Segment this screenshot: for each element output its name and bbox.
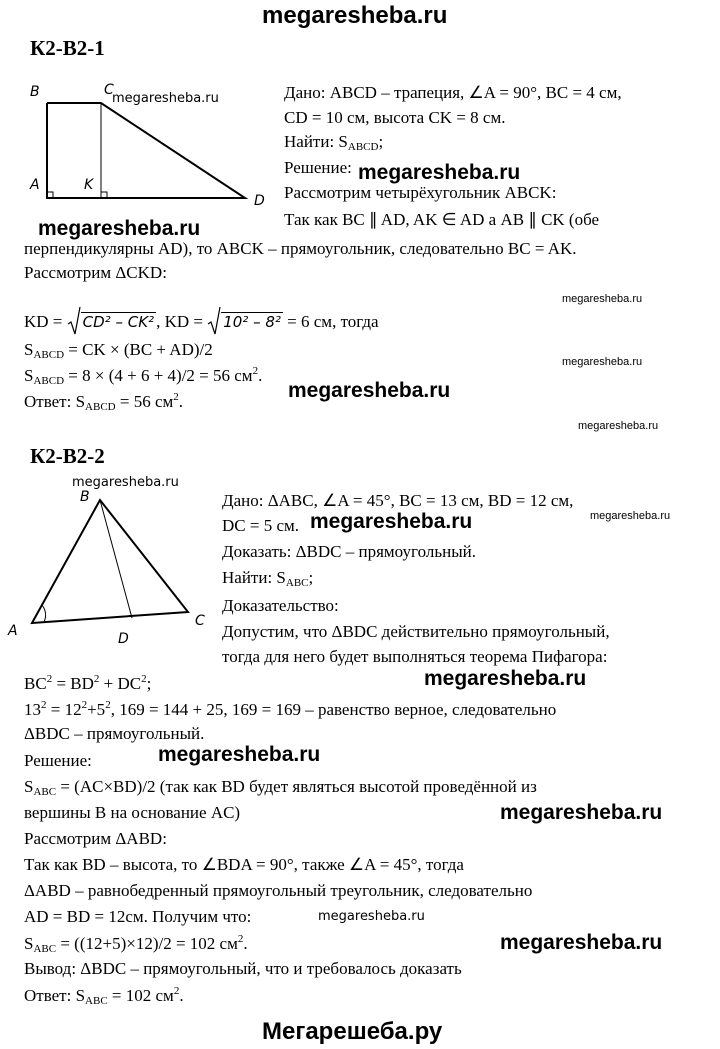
t2-calc: $S_{ABC} = ((12+5)\times 12)/2 = 102$ $см^2$.: [24, 933, 248, 955]
watermark: megaresheba.ru: [38, 217, 201, 240]
t1-consider-2: Рассмотрим ΔCKD:: [24, 263, 167, 282]
t2-area-2: вершины B на основание AC): [24, 803, 241, 822]
watermark: megaresheba.ru: [500, 931, 663, 954]
label-k: K: [84, 177, 94, 193]
task1-heading: К2-В2-1: [30, 36, 105, 60]
t1-solution-label: Решение:: [284, 158, 352, 177]
label-a: A: [8, 623, 18, 639]
t2-conclusion: Вывод: ΔBDC – прямоугольный, что и требовалось доказать: [24, 959, 462, 978]
task2-heading: К2-В2-2: [30, 444, 105, 468]
watermark: megaresheba.ru: [590, 510, 671, 522]
t2-given-2: DC = 5 см.: [222, 516, 300, 535]
t2-answer: Ответ: $S_{ABC} = 102$ $см^2$.: [24, 985, 184, 1007]
watermark: megaresheba.ru: [578, 420, 659, 432]
watermark: megaresheba.ru: [112, 91, 219, 106]
t2-area-1: $S_{ABC} = (AC\times BD)/2$ (так как BD будет являться высотой проведённой из: [24, 777, 537, 798]
label-d: D: [118, 631, 129, 647]
label-a: A: [30, 177, 40, 193]
watermark: megaresheba.ru: [158, 743, 321, 766]
watermark: megaresheba.ru: [318, 909, 425, 924]
watermark: megaresheba.ru: [358, 161, 521, 184]
t2-r2: ΔABD – равнобедренный прямоугольный треугольник, следовательно: [24, 881, 533, 900]
t2-consider: Рассмотрим ΔABD:: [24, 829, 167, 848]
watermark: megaresheba.ru: [310, 510, 473, 533]
triangle-outline: [32, 500, 188, 623]
triangle-figure: [0, 485, 215, 650]
watermark: megaresheba.ru: [424, 667, 587, 690]
watermark: megaresheba.ru: [72, 475, 179, 490]
t2-r1: Так как BD – высота, то ∠BDA = 90°, также ∠A = 45°, тогда: [24, 855, 464, 874]
t1-reason-2: перпендикулярны AD), то ABCK – прямоугольник, следовательно BC = AK.: [24, 239, 577, 258]
t2-find: Найти: $S_{ABC}$;: [222, 568, 314, 589]
label-b: B: [30, 84, 40, 100]
t1-kd-line: KD = CD² – CK² , KD = 10² – 8² = 6 см, тогда: [24, 306, 379, 336]
site-title-top[interactable]: megaresheba.ru: [262, 2, 448, 29]
angle-a-arc: [42, 605, 46, 622]
sqrt-sign: [207, 306, 221, 336]
t2-check-1: $13^2 = 12^2+5^2$, 169 = 144 + 25, 169 = 169 – равенство верное, следовательно: [24, 699, 557, 719]
trapezoid-outline: [47, 103, 245, 198]
t1-consider-1: Рассмотрим четырёхугольник ABCK:: [284, 183, 557, 202]
t2-assume-2: тогда для него будет выполняться теорема Пифагора:: [222, 647, 608, 666]
t1-given-2: CD = 10 см, высота CK = 8 см.: [284, 108, 506, 127]
t1-find: Найти: $S_{ABCD}$;: [284, 132, 384, 153]
watermark: megaresheba.ru: [562, 293, 643, 305]
t2-solution-label: Решение:: [24, 751, 92, 770]
label-c: C: [195, 613, 205, 629]
label-b: B: [80, 489, 90, 505]
label-c: C: [104, 82, 114, 98]
t1-formula: $S_{ABCD}$ = CK × (BC + AD)/2: [24, 340, 213, 361]
t2-pyth: $BC^2 = BD^2 + DC^2$;: [24, 673, 152, 693]
t1-calc: $S_{ABCD} = 8 \times (4 + 6 + 4)/2 = 56$ $см^2$.: [24, 365, 263, 387]
t2-given-1: Дано: ΔABC, ∠A = 45°, BC = 13 см, BD = 12 см,: [222, 491, 574, 510]
height-bd: [100, 500, 132, 618]
t2-assume-1: Допустим, что ΔBDC действительно прямоугольный,: [222, 622, 610, 641]
site-title-bottom[interactable]: Мегарешеба.ру: [262, 1018, 443, 1045]
t2-check-2: ΔBDC – прямоугольный.: [24, 724, 205, 743]
watermark: megaresheba.ru: [562, 356, 643, 368]
t1-reason-1: Так как BC ∥ AD, AK ∈ AD а AB ∥ CK (обе: [284, 210, 600, 229]
t2-r3: AD = BD = 12см. Получим что:: [24, 907, 252, 926]
t2-proof-label: Доказательство:: [222, 596, 339, 615]
label-d: D: [254, 193, 265, 209]
sqrt-sign: [67, 306, 81, 336]
t1-given-1: Дано: ABCD – трапеция, ∠A = 90°, BC = 4 см,: [284, 83, 622, 102]
watermark: megaresheba.ru: [500, 801, 663, 824]
watermark: megaresheba.ru: [288, 379, 451, 402]
t1-answer: Ответ: $S_{ABCD} = 56$ $см^2$.: [24, 391, 183, 413]
t2-prove: Доказать: ΔBDC – прямоугольный.: [222, 542, 476, 561]
